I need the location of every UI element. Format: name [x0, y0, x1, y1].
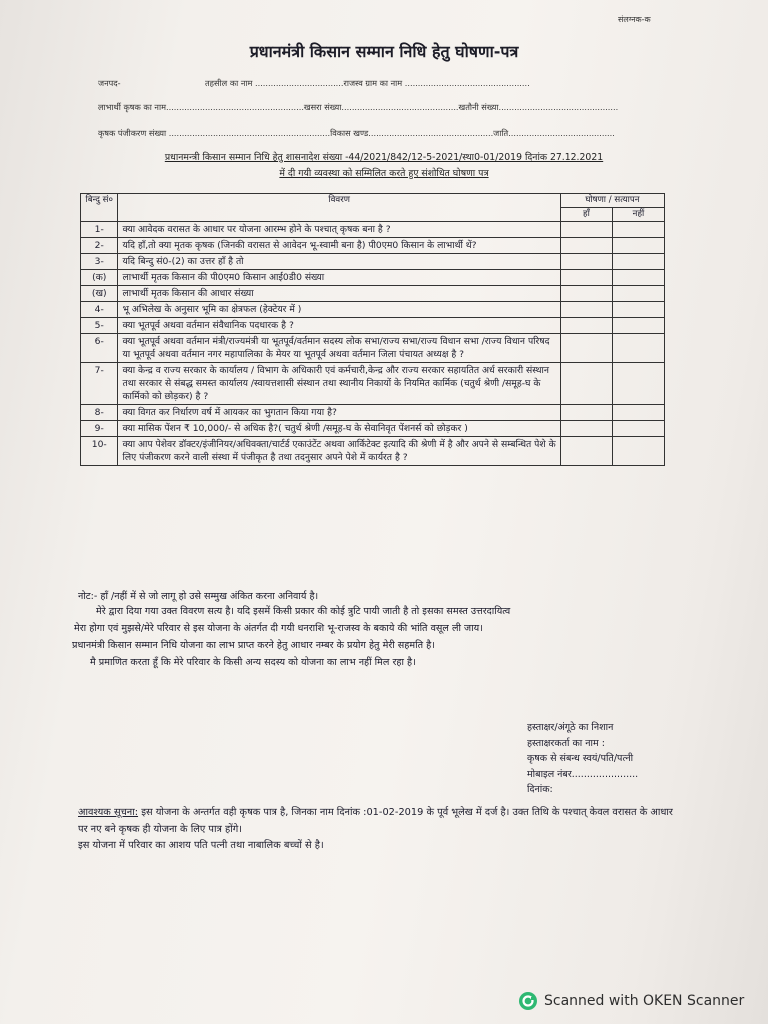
note-line: नोट:- हाँ /नहीं में से जो लागू हो उसे सम्मुख अंकित करना अनिवार्य है। — [78, 591, 319, 602]
row-description: क्या भूतपूर्व अथवा वर्तमान संवैधानिक पदधारक है ? — [118, 318, 560, 334]
scanner-watermark-text: Scanned with OKEN Scanner — [544, 993, 745, 1009]
row-no-cell[interactable] — [612, 286, 664, 302]
row-yes-cell[interactable] — [560, 254, 612, 270]
row-no-cell[interactable] — [612, 238, 664, 254]
header-point-number: बिन्दु सं० — [81, 194, 118, 222]
row-description: क्या भूतपूर्व अथवा वर्तमान मंत्री/राज्यमंत्री या भूतपूर्व/वर्तमान सदस्य लोक सभा/राज्य सभा/राज्य विधान सभा /राज्य विधान परिषद या भूतपूर्व अथवा वर्तमान नगर महापालिका के मेयर या भूतपूर्व अथवा वर्तमान जिला पंचायत अध्यक्ष है ? — [118, 334, 560, 363]
declaration-line-1: मेरे द्वारा दिया गया उक्त विवरण सत्य है। यदि इसमें किसी प्रकार की कोई त्रुटि पायी जाती है तो इसका समस्त उत्तरदायित्व — [96, 606, 511, 617]
row-description: क्या मासिक पेंशन ₹ 10,000/- से अधिक है?( चतुर्थ श्रेणी /समूह-घ के सेवानिवृत पेंशनर्स को छोड़कर ) — [118, 421, 560, 437]
row-no-cell[interactable] — [612, 405, 664, 421]
row-yes-cell[interactable] — [560, 270, 612, 286]
header-yes: हाँ — [560, 208, 612, 222]
important-notice-label: आवश्यक सूचना: — [78, 807, 139, 818]
row-description: क्या आवेदक वरासत के आधार पर योजना आरम्भ होने के पश्चात् कृषक बना है ? — [118, 222, 560, 238]
row-description: लाभार्थी मृतक किसान की आधार संख्या — [118, 286, 560, 302]
relation-line: कृषक से संबन्ध स्वयं/पति/पत्नी — [527, 753, 634, 764]
table-row — [81, 318, 665, 334]
field-farmer-name-khasra-khatauni: लाभार्थी कृषक का नाम.....................................................खसरा संख्या.............................................खतौनी संख्या.............................................. — [98, 102, 619, 112]
row-point-number: 10- — [81, 437, 118, 466]
table-row — [81, 238, 665, 254]
row-yes-cell[interactable] — [560, 318, 612, 334]
declaration-line-2: मेरा होगा एवं मुझसे/मेरे परिवार से इस योजना के अंतर्गत दी गयी धनराशि भू-राजस्व के बकाये की भांति वसूल ली जाय। — [74, 623, 483, 634]
row-point-number: 7- — [81, 363, 118, 405]
row-description: क्या केन्द्र व राज्य सरकार के कार्यालय / विभाग के अधिकारी एवं कर्मचारी,केन्द्र और राज्य सरकार सहायतित अर्ध सरकारी संस्थान तथा सरकार से संबद्ध समस्त कार्यालय /स्वायत्तशासी संस्थान तथा स्थानीय निकायों के नियमित कार्मिक (चतुर्थ श्रेणी /समूह-घ के कार्मिको को छोड़कर) है ? — [118, 363, 560, 405]
header-declaration-verification: घोषणा / सत्यापन — [560, 194, 664, 208]
row-description: यदि हाँ,तो क्या मृतक कृषक (जिनकी वरासत से आवेदन भू-स्वामी बना है) पी0एम0 किसान के लाभार्थी थें? — [118, 238, 560, 254]
decree-subtitle: में दी गयी व्यवस्था को सम्मिलित करते हुए संशोधित घोषणा पत्र — [279, 168, 489, 179]
row-description: यदि बिन्दु सं0-(2) का उत्तर हाँ है तो — [118, 254, 560, 270]
row-yes-cell[interactable] — [560, 238, 612, 254]
field-registration-block-caste: कृषक पंजीकरण संख्या ..............................................................विकास खण्ड................................................जाति......................................... — [98, 128, 615, 138]
table-body — [81, 222, 665, 466]
important-notice — [78, 805, 678, 855]
table-row — [81, 421, 665, 437]
declaration-line-3: प्रधानमंत्री किसान सम्मान निधि योजना का लाभ प्राप्त करने हेतु आधार नम्बर के प्रयोग हेतु मेरी सहमति है। — [72, 640, 435, 651]
row-no-cell[interactable] — [612, 421, 664, 437]
signatory-name-line: हस्ताक्षरकर्ता का नाम : — [527, 737, 605, 749]
page-title: प्रधानमंत्री किसान सम्मान निधि हेतु घोषणा-पत्र — [249, 42, 519, 61]
declaration-line-4: मै प्रमाणित करता हूँ कि मेरे परिवार के किसी अन्य सदस्य को योजना का लाभ नहीं मिल रहा है। — [90, 657, 416, 668]
table-row — [81, 302, 665, 318]
header-description: विवरण — [118, 194, 560, 222]
row-point-number: 5- — [81, 318, 118, 334]
field-district: जनपद- — [98, 78, 121, 88]
row-point-number: 6- — [81, 334, 118, 363]
row-description: भू अभिलेख के अनुसार भूमि का क्षेत्रफल (हेक्टेयर में ) — [118, 302, 560, 318]
field-tehsil-village: तहसील का नाम ..................................राजस्व ग्राम का नाम ................................................ — [205, 78, 530, 88]
row-point-number: 4- — [81, 302, 118, 318]
row-description: क्या विगत कर निर्धारण वर्ष में आयकर का भुगतान किया गया है? — [118, 405, 560, 421]
row-yes-cell[interactable] — [560, 363, 612, 405]
corner-reference: संलग्नक-क — [618, 15, 651, 24]
row-point-number: 2- — [81, 238, 118, 254]
row-no-cell[interactable] — [612, 270, 664, 286]
row-point-number: 3- — [81, 254, 118, 270]
row-yes-cell[interactable] — [560, 302, 612, 318]
row-no-cell[interactable] — [612, 254, 664, 270]
row-point-number: 1- — [81, 222, 118, 238]
table-row — [81, 405, 665, 421]
row-no-cell[interactable] — [612, 318, 664, 334]
scanner-logo-icon — [518, 991, 538, 1011]
row-point-number: (ख) — [81, 286, 118, 302]
row-yes-cell[interactable] — [560, 286, 612, 302]
mobile-number-line: मोबाइल नंबर...................... — [527, 768, 639, 780]
table-row — [81, 286, 665, 302]
row-yes-cell[interactable] — [560, 405, 612, 421]
row-yes-cell[interactable] — [560, 437, 612, 466]
row-no-cell[interactable] — [612, 222, 664, 238]
row-yes-cell[interactable] — [560, 222, 612, 238]
table-row — [81, 334, 665, 363]
row-no-cell[interactable] — [612, 334, 664, 363]
row-point-number: (क) — [81, 270, 118, 286]
table-row — [81, 437, 665, 466]
row-no-cell[interactable] — [612, 302, 664, 318]
table-row — [81, 363, 665, 405]
declaration-table — [80, 193, 665, 466]
important-notice-text: इस योजना के अन्तर्गत वही कृषक पात्र है, जिनका नाम दिनांक :01-02-2019 के पूर्व भूलेख में दर्ज है। उक्त तिथि के पश्चात् केवल वरासत के आधार पर नए बने कृषक ही योजना के लिए पात्र होंगे। — [78, 807, 673, 835]
header-no: नहीं — [612, 208, 664, 222]
row-description: क्या आप पेशेवर डॉक्टर/इंजीनियर/अधिवक्ता/चार्टर्ड एकाउंटेंट अथवा आर्किटेक्ट इत्यादि की श्रेणी में है और अपने से सम्बन्धित पेशे के लिए पंजीकरण करने वाली संस्था में पंजीकृत है तथा तदनुसार अपने पेशे में कार्यरत है ? — [118, 437, 560, 466]
family-definition-text: इस योजना में परिवार का आशय पति पत्नी तथा नाबालिक बच्चों से है। — [78, 840, 324, 851]
row-description: लाभार्थी मृतक किसान की पी0एम0 किसान आई0डी0 संख्या — [118, 270, 560, 286]
row-yes-cell[interactable] — [560, 334, 612, 363]
row-no-cell[interactable] — [612, 363, 664, 405]
table-row — [81, 270, 665, 286]
row-yes-cell[interactable] — [560, 421, 612, 437]
scanner-watermark — [518, 991, 744, 1011]
table-header-row — [81, 194, 665, 208]
row-point-number: 8- — [81, 405, 118, 421]
table-row — [81, 222, 665, 238]
row-no-cell[interactable] — [612, 437, 664, 466]
signature-block — [527, 720, 638, 798]
date-line: दिनांक: — [527, 784, 553, 795]
table-row — [81, 254, 665, 270]
decree-reference: प्रधानमन्त्री किसान सम्मान निधि हेतु शासनादेश संख्या -44/2021/842/12-5-2021/स्था0-01/2019 दिनांक 27.12.2021 — [164, 152, 604, 163]
row-point-number: 9- — [81, 421, 118, 437]
signature-line: हस्ताक्षर/अंगूठे का निशान — [527, 722, 614, 733]
